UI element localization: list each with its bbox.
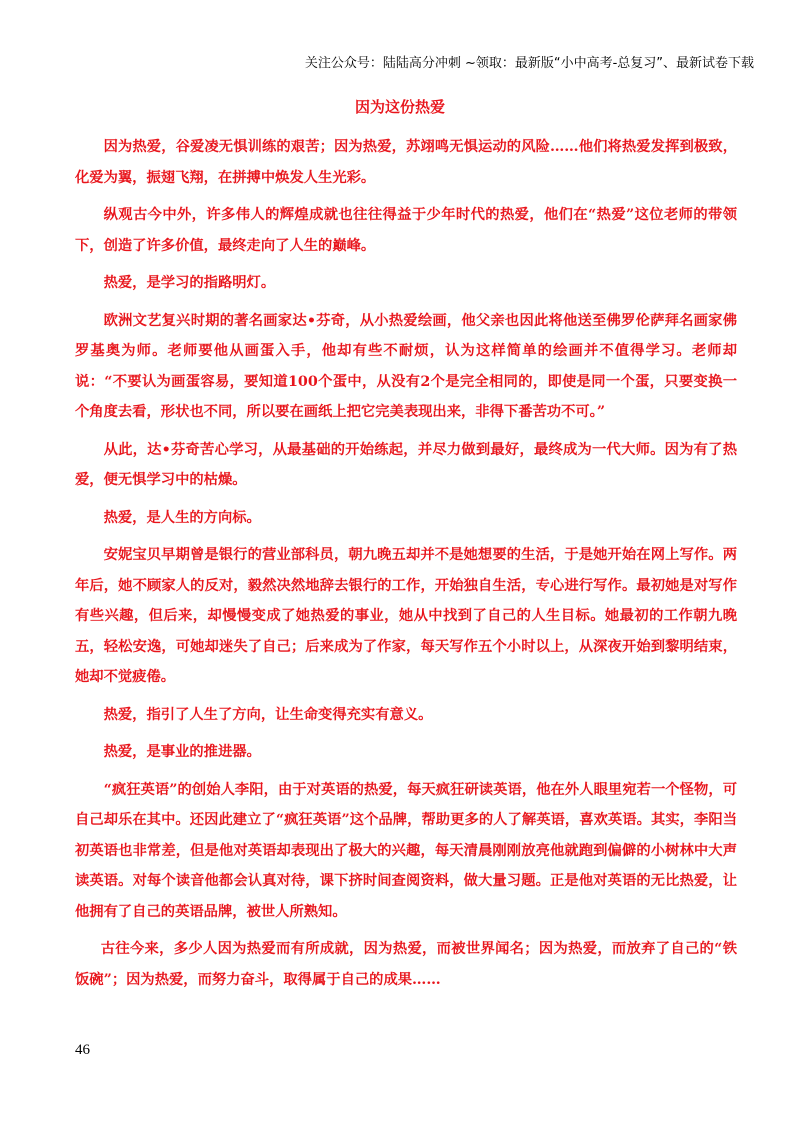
section-heading: 热爱，是学习的指路明灯。 <box>103 275 276 291</box>
paragraph: 古往今来，多少人因为热爱而有所成就，因为热爱，而被世界闻名；因为热爱，而放弃了自己的“铁饭碗”；因为热爱，而努力奋斗，取得属于自己的成果…… <box>75 941 737 988</box>
paragraph: 因为热爱，谷爱凌无惧训练的艰苦；因为热爱，苏翊鸣无惧运动的风险……他们将热爱发挥到极致，化爱为翼，振翅飞翔，在拼搏中焕发人生光彩。 <box>75 139 737 186</box>
header-note: 关注公众号：陆陆高分冲刺 ~领取：最新版“小中高考-总复习”、最新试卷下载 <box>304 56 754 71</box>
paragraph: 安妮宝贝早期曾是银行的营业部科员，朝九晚五却并不是她想要的生活，于是她开始在网上写作。两年后，她不顾家人的反对，毅然决然地辞去银行的工作，开始独自生活，专心进行写作。最初她是对写作有些兴趣，但后来，却慢慢变成了她热爱的事业，她从中找到了自己的人生目标。她最初的工作朝九晚五，轻松安逸，可她却迷失了自己；后来成为了作家，每天写作五个小时以上，从深夜开始到黎明结束，她却不觉疲倦。 <box>75 547 737 685</box>
page-number: 46 <box>75 1042 90 1058</box>
document-body <box>75 132 737 1002</box>
section-heading: 热爱，是事业的推进器。 <box>103 744 261 760</box>
paragraph: 纵观古今中外，许多伟人的辉煌成就也往往得益于少年时代的热爱，他们在“热爱”这位老师的带领下，创造了许多价值，最终走向了人生的巅峰。 <box>75 207 737 254</box>
paragraph: “疯狂英语”的创始人李阳，由于对英语的热爱，每天疯狂研读英语，他在外人眼里宛若一个怪物，可自己却乐在其中。还因此建立了“疯狂英语”这个品牌，帮助更多的人了解英语，喜欢英语。其实，李阳当初英语也非常差，但是他对英语却表现出了极大的兴趣，每天清晨刚刚放亮他就跑到偏僻的小树林中大声读英语。对每个读音他都会认真对待，课下挤时间查阅资料，做大量习题。正是他对英语的无比热爱，让他拥有了自己的英语品牌，被世人所熟知。 <box>75 781 737 920</box>
paragraph: 热爱，指引了人生了方向，让生命变得充实有意义。 <box>103 706 433 723</box>
document-title: 因为这份热爱 <box>354 98 445 116</box>
paragraph: 欧洲文艺复兴时期的著名画家达•芬奇，从小热爱绘画，他父亲也因此将他送至佛罗伦萨拜名画家佛罗基奥为师。老师要他从画蛋入手，他却有些不耐烦，认为这样简单的绘画并不值得学习。老师却说：“不要认为画蛋容易，要知道100个蛋中，从没有2个是完全相同的，即使是同一个蛋，只要变换一个角度去看，形状也不同，所以要在画纸上把它完美表现出来，非得下番苦功不可。” <box>75 312 737 420</box>
paragraph: 从此，达•芬奇苦心学习，从最基础的开始练起，并尽力做到最好，最终成为一代大师。因为有了热爱，便无惧学习中的枯燥。 <box>75 441 737 488</box>
section-heading: 热爱，是人生的方向标。 <box>103 509 261 526</box>
